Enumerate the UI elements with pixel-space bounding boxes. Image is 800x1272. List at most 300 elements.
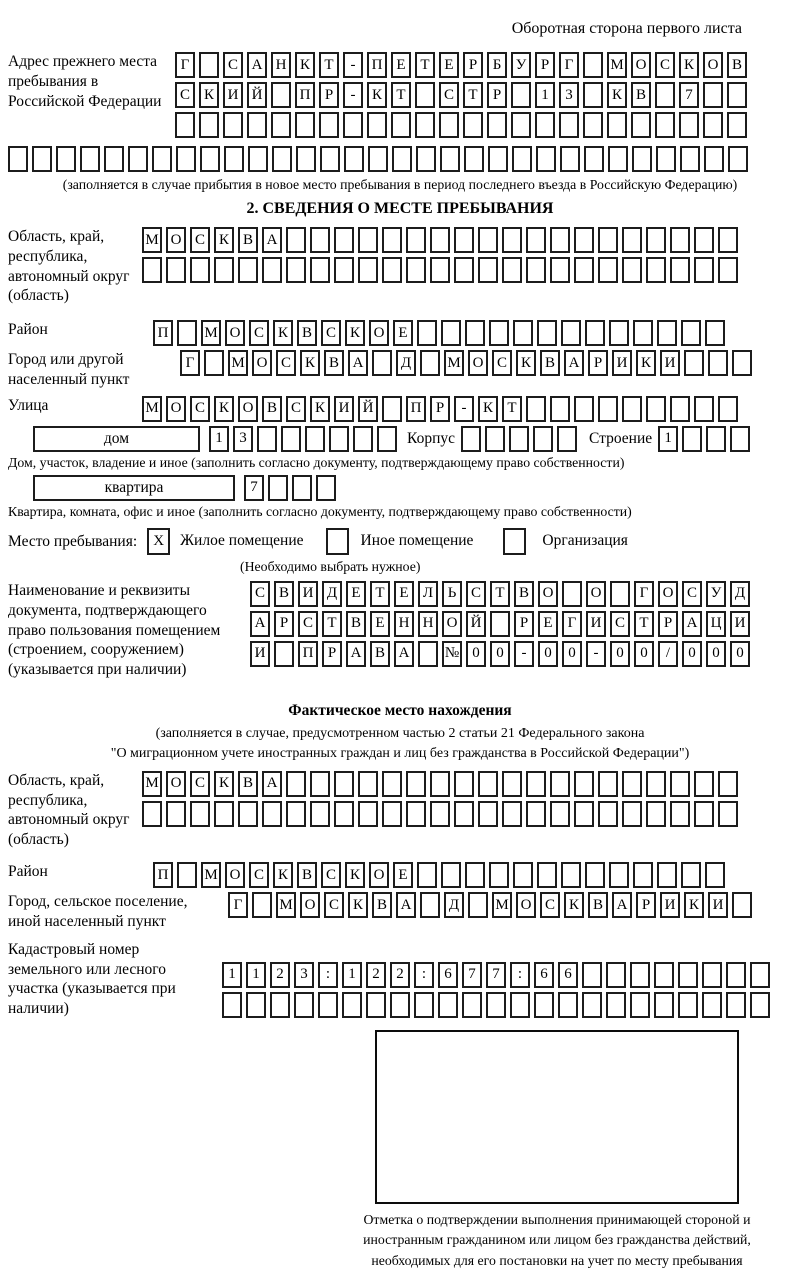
char-box: П	[298, 641, 318, 667]
char-box	[454, 227, 474, 253]
char-row-prev-address-4	[0, 146, 800, 172]
char-row-prev-address-3	[175, 112, 747, 138]
char-box: С	[682, 581, 702, 607]
char-row-actual-region-1	[142, 771, 738, 797]
char-box: П	[367, 52, 387, 78]
char-box: 0	[706, 641, 726, 667]
char-box	[489, 862, 509, 888]
char-box	[526, 227, 546, 253]
char-box: К	[684, 892, 704, 918]
char-box	[353, 426, 373, 452]
actual-region-block	[0, 771, 800, 850]
char-box: О	[166, 771, 186, 797]
char-box: О	[369, 862, 389, 888]
char-box: -	[343, 52, 363, 78]
char-box	[286, 771, 306, 797]
char-box	[550, 801, 570, 827]
char-box: Т	[502, 396, 522, 422]
char-box	[598, 227, 618, 253]
char-box	[295, 112, 315, 138]
char-box	[584, 146, 604, 172]
char-box: Т	[319, 52, 339, 78]
char-box	[582, 962, 602, 988]
char-box	[377, 426, 397, 452]
char-row-city	[180, 350, 752, 376]
char-box	[416, 146, 436, 172]
char-box	[257, 426, 277, 452]
char-box	[342, 992, 362, 1018]
char-box: Г	[562, 611, 582, 637]
char-box: 6	[558, 962, 578, 988]
char-box: О	[586, 581, 606, 607]
char-box	[128, 146, 148, 172]
char-box	[463, 112, 483, 138]
char-box	[262, 801, 282, 827]
stamp-caption: Отметка о подтверждении выполнения принимающей стороной и иностранным гражданином или лицом без гражданства действий, необходимых для его постановки на учет по месту пребывания	[363, 1211, 751, 1269]
char-box: К	[214, 771, 234, 797]
char-row-document-2	[250, 611, 750, 637]
char-box	[656, 146, 676, 172]
char-box: О	[703, 52, 723, 78]
char-box	[684, 350, 704, 376]
char-box	[509, 426, 529, 452]
region-block	[0, 227, 800, 306]
char-box	[372, 350, 392, 376]
char-box	[606, 962, 626, 988]
char-box: У	[706, 581, 726, 607]
option-residential-label: Жилое помещение	[180, 532, 304, 550]
char-box	[320, 146, 340, 172]
char-box: :	[510, 962, 530, 988]
char-box: В	[238, 227, 258, 253]
char-box	[414, 992, 434, 1018]
char-box	[630, 962, 650, 988]
char-box	[382, 227, 402, 253]
char-box: С	[324, 892, 344, 918]
char-box: Р	[535, 52, 555, 78]
char-box	[465, 862, 485, 888]
char-box	[718, 396, 738, 422]
char-box: 2	[270, 962, 290, 988]
char-box	[730, 426, 750, 452]
char-box	[390, 992, 410, 1018]
char-box	[670, 396, 690, 422]
stay-type-label: Место пребывания:	[8, 532, 138, 550]
char-box	[358, 227, 378, 253]
char-box: М	[444, 350, 464, 376]
char-box: О	[516, 892, 536, 918]
char-box	[727, 82, 747, 108]
char-row-actual-district	[153, 862, 725, 888]
char-box: В	[540, 350, 560, 376]
char-box	[574, 396, 594, 422]
char-box	[561, 320, 581, 346]
char-box: В	[588, 892, 608, 918]
char-box: Д	[730, 581, 750, 607]
char-box: К	[679, 52, 699, 78]
char-box: С	[492, 350, 512, 376]
char-box	[488, 146, 508, 172]
char-box	[728, 146, 748, 172]
char-box	[680, 146, 700, 172]
char-box: И	[298, 581, 318, 607]
char-box	[368, 146, 388, 172]
char-box: К	[300, 350, 320, 376]
char-box: О	[538, 581, 558, 607]
char-box	[646, 257, 666, 283]
char-box	[166, 801, 186, 827]
char-box	[550, 227, 570, 253]
char-box	[682, 426, 702, 452]
char-box	[583, 82, 603, 108]
char-box	[343, 112, 363, 138]
char-box: А	[346, 641, 366, 667]
char-box: -	[343, 82, 363, 108]
char-box: А	[396, 892, 416, 918]
house-row	[0, 426, 800, 452]
char-box: С	[190, 227, 210, 253]
char-box	[204, 350, 224, 376]
char-box	[726, 992, 746, 1018]
street-block	[0, 396, 800, 422]
char-box	[598, 801, 618, 827]
char-box	[286, 801, 306, 827]
char-box	[486, 992, 506, 1018]
char-box	[439, 112, 459, 138]
char-box	[441, 862, 461, 888]
char-box: В	[238, 771, 258, 797]
char-box	[334, 257, 354, 283]
char-box: Й	[358, 396, 378, 422]
char-box	[559, 112, 579, 138]
char-box	[382, 771, 402, 797]
char-box	[646, 801, 666, 827]
char-box: Н	[418, 611, 438, 637]
char-box: 0	[682, 641, 702, 667]
char-box	[468, 892, 488, 918]
char-box	[454, 801, 474, 827]
char-box	[329, 426, 349, 452]
char-box	[511, 82, 531, 108]
char-box: Е	[391, 52, 411, 78]
stamp-area	[347, 1030, 767, 1272]
char-box	[32, 146, 52, 172]
char-box	[607, 112, 627, 138]
char-box: Г	[175, 52, 195, 78]
char-box: 7	[244, 475, 264, 501]
char-box	[670, 771, 690, 797]
char-box: У	[511, 52, 531, 78]
char-box: О	[238, 396, 258, 422]
char-box	[632, 146, 652, 172]
char-box: С	[655, 52, 675, 78]
char-box	[200, 146, 220, 172]
char-box: -	[514, 641, 534, 667]
char-box	[190, 257, 210, 283]
char-box	[358, 771, 378, 797]
char-box: С	[250, 581, 270, 607]
char-box: 6	[534, 962, 554, 988]
char-box	[319, 112, 339, 138]
char-box	[750, 962, 770, 988]
char-box	[415, 82, 435, 108]
page-side-note: Оборотная сторона первого листа	[511, 20, 742, 37]
char-box	[344, 146, 364, 172]
char-row-prev-address-2	[175, 82, 747, 108]
char-box	[582, 992, 602, 1018]
char-box	[391, 112, 411, 138]
char-box	[489, 320, 509, 346]
char-box	[502, 227, 522, 253]
char-box: Р	[319, 82, 339, 108]
char-box: Р	[514, 611, 534, 637]
char-box	[268, 475, 288, 501]
char-box: И	[660, 350, 680, 376]
char-row-region-1	[142, 227, 738, 253]
char-box	[646, 227, 666, 253]
char-box	[104, 146, 124, 172]
region-rows	[142, 227, 738, 287]
char-box: М	[228, 350, 248, 376]
char-box: М	[142, 771, 162, 797]
city-label: Город или другой населенный пункт	[8, 351, 130, 389]
char-box	[464, 146, 484, 172]
char-box	[406, 227, 426, 253]
char-row-house-number	[209, 426, 397, 452]
char-box: :	[318, 962, 338, 988]
char-box	[286, 227, 306, 253]
char-box: 6	[438, 962, 458, 988]
char-box	[502, 257, 522, 283]
char-box	[655, 112, 675, 138]
char-box	[633, 320, 653, 346]
char-box	[513, 320, 533, 346]
char-box	[420, 350, 440, 376]
char-box: Т	[463, 82, 483, 108]
char-box	[550, 771, 570, 797]
char-row-stroenie	[658, 426, 750, 452]
char-box: К	[310, 396, 330, 422]
char-box: О	[300, 892, 320, 918]
char-box: Р	[274, 611, 294, 637]
char-box	[177, 862, 197, 888]
char-box	[274, 641, 294, 667]
char-box: Е	[393, 862, 413, 888]
char-box: 0	[610, 641, 630, 667]
char-box: К	[295, 52, 315, 78]
char-box: М	[607, 52, 627, 78]
char-box	[526, 396, 546, 422]
char-row-actual-city	[228, 892, 752, 918]
char-box: О	[468, 350, 488, 376]
char-box: М	[142, 396, 162, 422]
char-box: С	[610, 611, 630, 637]
char-box: Д	[396, 350, 416, 376]
char-box	[622, 227, 642, 253]
char-box: А	[348, 350, 368, 376]
char-box	[608, 146, 628, 172]
char-box	[478, 801, 498, 827]
char-box: 7	[462, 962, 482, 988]
char-box: О	[252, 350, 272, 376]
char-box	[366, 992, 386, 1018]
char-box	[382, 396, 402, 422]
char-box	[526, 257, 546, 283]
char-box: С	[223, 52, 243, 78]
char-box: С	[286, 396, 306, 422]
char-box	[367, 112, 387, 138]
char-box	[490, 611, 510, 637]
char-box	[537, 320, 557, 346]
char-row-prev-address-1	[175, 52, 747, 78]
char-row-cadastral-2	[222, 992, 770, 1018]
prev-address-rows	[175, 52, 747, 142]
char-box	[694, 257, 714, 283]
char-box: Е	[393, 320, 413, 346]
char-box	[537, 862, 557, 888]
char-box	[248, 146, 268, 172]
stay-type-note: (Необходимо выбрать нужное)	[240, 558, 421, 574]
char-box: С	[439, 82, 459, 108]
char-box: Г	[228, 892, 248, 918]
char-box: О	[225, 862, 245, 888]
char-box	[583, 112, 603, 138]
char-box: С	[175, 82, 195, 108]
char-box: С	[190, 396, 210, 422]
char-box	[485, 426, 505, 452]
char-box	[190, 801, 210, 827]
char-box	[454, 257, 474, 283]
char-box: О	[225, 320, 245, 346]
char-box: В	[297, 320, 317, 346]
char-box: О	[658, 581, 678, 607]
char-box: 3	[233, 426, 253, 452]
actual-location-note-line1: (заполняется в случае, предусмотренном частью 2 статьи 21 Федерального закона	[155, 726, 645, 742]
char-box	[681, 320, 701, 346]
char-row-apartment	[244, 475, 336, 501]
char-box	[420, 892, 440, 918]
char-box: П	[295, 82, 315, 108]
char-box: К	[348, 892, 368, 918]
char-box: В	[297, 862, 317, 888]
char-box: :	[414, 962, 434, 988]
char-box: 7	[486, 962, 506, 988]
cadastral-label: Кадастровый номер земельного или лесного участка (указывается при наличии)	[8, 940, 176, 1018]
char-box	[286, 257, 306, 283]
char-box	[622, 396, 642, 422]
char-box	[318, 992, 338, 1018]
char-box	[417, 320, 437, 346]
char-box	[296, 146, 316, 172]
char-box	[718, 801, 738, 827]
char-box	[681, 862, 701, 888]
char-box	[622, 771, 642, 797]
char-box	[657, 862, 677, 888]
char-box: М	[492, 892, 512, 918]
char-box	[430, 771, 450, 797]
char-box: А	[394, 641, 414, 667]
region-label: Область, край, республика, автономный округ (область)	[8, 228, 130, 305]
char-row-document-1	[250, 581, 750, 607]
char-box	[430, 801, 450, 827]
char-box: 0	[490, 641, 510, 667]
char-box: Е	[538, 611, 558, 637]
char-box	[175, 112, 195, 138]
char-box	[630, 992, 650, 1018]
char-box: 0	[730, 641, 750, 667]
char-box	[262, 257, 282, 283]
char-box: К	[273, 862, 293, 888]
stamp-box	[375, 1030, 739, 1204]
char-box	[199, 52, 219, 78]
prev-address-block	[0, 52, 800, 142]
char-box: 1	[209, 426, 229, 452]
char-box: И	[612, 350, 632, 376]
char-box: И	[586, 611, 606, 637]
char-box	[702, 992, 722, 1018]
char-box: К	[607, 82, 627, 108]
char-box: К	[273, 320, 293, 346]
char-row-street	[142, 396, 738, 422]
char-box	[574, 801, 594, 827]
street-label: Улица	[8, 396, 49, 414]
char-box	[252, 892, 272, 918]
char-box: 1	[246, 962, 266, 988]
char-box	[512, 146, 532, 172]
char-box	[430, 227, 450, 253]
char-box: В	[514, 581, 534, 607]
option-other-premises-label: Иное помещение	[360, 532, 474, 550]
district-block	[0, 320, 800, 346]
char-box: Т	[391, 82, 411, 108]
document-rows	[250, 581, 750, 671]
char-box	[678, 962, 698, 988]
char-box: Н	[271, 52, 291, 78]
char-box	[726, 962, 746, 988]
char-box	[177, 320, 197, 346]
char-box	[152, 146, 172, 172]
char-box	[80, 146, 100, 172]
char-box: Р	[658, 611, 678, 637]
stroenie-label: Строение	[589, 429, 653, 447]
char-box	[750, 992, 770, 1018]
char-box	[703, 112, 723, 138]
char-box	[706, 426, 726, 452]
char-box: С	[321, 320, 341, 346]
char-box	[702, 962, 722, 988]
char-box	[502, 801, 522, 827]
char-box: С	[540, 892, 560, 918]
char-box: И	[730, 611, 750, 637]
char-box	[358, 257, 378, 283]
char-box	[704, 146, 724, 172]
char-box	[732, 350, 752, 376]
char-box: Т	[490, 581, 510, 607]
char-box	[462, 992, 482, 1018]
char-box: Р	[636, 892, 656, 918]
char-row-document-3	[250, 641, 750, 667]
char-box	[679, 112, 699, 138]
char-row-actual-region-2	[142, 801, 738, 827]
char-box: М	[201, 320, 221, 346]
char-box: 1	[342, 962, 362, 988]
char-box: А	[247, 52, 267, 78]
char-box: 0	[466, 641, 486, 667]
char-box: 1	[535, 82, 555, 108]
char-box: И	[660, 892, 680, 918]
char-box: П	[153, 862, 173, 888]
apartment-row	[0, 475, 800, 501]
